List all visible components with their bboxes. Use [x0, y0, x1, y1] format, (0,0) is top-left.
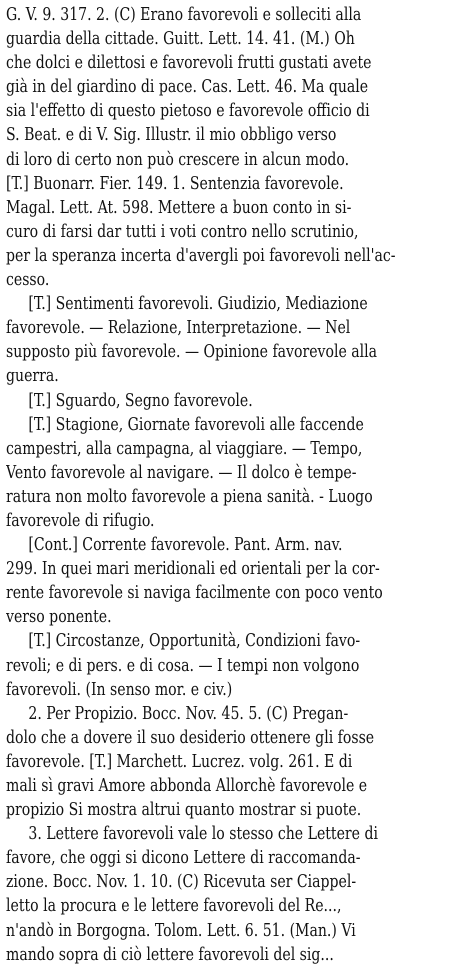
text-line: S. Beat. e di V. Sig. Illustr. il mio obbligo verso — [6, 125, 337, 146]
text-line: propizio Si mostra altrui quanto mostrar si puote. — [6, 800, 362, 821]
text-line: già in del giardino di pace. Cas. Lett. 46. Ma quale — [6, 77, 369, 98]
text-line: letto la procura e le lettere favorevoli del Re..., — [6, 896, 342, 917]
text-line: verso ponente. — [6, 607, 112, 628]
text-line: Vento favorevole al navigare. — Il dolco è tempe- — [6, 462, 357, 483]
text-line: di loro di certo non può crescere in alcun modo. — [6, 149, 350, 170]
text-line: [T.] Sguardo, Segno favorevole. — [28, 390, 253, 411]
text-line: revoli; e di pers. e di cosa. — I tempi non volgono — [6, 655, 360, 676]
text-line: 2. Per Propizio. Bocc. Nov. 45. 5. (C) Pregan- — [28, 703, 349, 724]
text-line: favorevole di rifugio. — [6, 510, 155, 531]
text-line: [Cont.] Corrente favorevole. Pant. Arm. nav. — [28, 535, 343, 556]
entry-text-body — [6, 3, 464, 967]
text-line: favorevoli. (In senso mor. e civ.) — [6, 679, 233, 700]
text-line: favore, che oggi si dicono Lettere di raccomanda- — [6, 848, 361, 869]
text-line: dolo che a dovere il suo desiderio ottenere gli fosse — [6, 727, 375, 748]
text-line: favorevole. — Relazione, Interpretazione. — Nel — [6, 318, 351, 339]
text-line: zione. Bocc. Nov. 1. 10. (C) Ricevuta ser Ciappel- — [6, 872, 357, 893]
text-line: guardia della cittade. Guitt. Lett. 14. 41. (M.) Oh — [6, 29, 355, 50]
text-line: ratura non molto favorevole a piena sanità. - Luogo — [6, 486, 373, 507]
text-line: [T.] Stagione, Giornate favorevoli alle faccende — [28, 414, 364, 435]
text-line: rente favorevole si naviga facilmente con poco vento — [6, 583, 383, 604]
text-line: mali sì gravi Amore abbonda Allorchè favorevole e — [6, 776, 368, 796]
text-line: favorevole. [T.] Marchett. Lucrez. volg. 261. E di — [6, 751, 353, 772]
text-line: 299. In quei mari meridionali ed orientali per la cor- — [6, 559, 380, 580]
text-line: 3. Lettere favorevoli vale lo stesso che Lettere di — [28, 824, 378, 845]
text-line: per la speranza incerta d'avergli poi favorevoli nell'ac- — [6, 245, 396, 266]
text-line: guerra. — [6, 366, 59, 387]
text-line: mando sopra di ciò lettere favorevoli del sig... — [6, 944, 334, 965]
text-line: [T.] Buonarr. Fier. 149. 1. Sentenzia favorevole. — [6, 173, 344, 194]
text-line: G. V. 9. 317. 2. (C) Erano favorevoli e solleciti alla — [6, 5, 362, 25]
text-line: [T.] Circostanze, Opportunità, Condizioni favo- — [28, 631, 361, 652]
text-line: campestri, alla campagna, al viaggiare. — Tempo, — [6, 438, 363, 459]
text-line: sia l'effetto di questo pietoso e favorevole officio di — [6, 101, 370, 122]
text-line: supposto più favorevole. — Opinione favorevole alla — [6, 342, 378, 363]
text-line: [T.] Sentimenti favorevoli. Giudizio, Mediazione — [28, 294, 368, 315]
text-line: curo di farsi dar tutti i voti contro nello scrutinio, — [6, 221, 359, 242]
text-line: che dolci e dilettosi e favorevoli frutti gustati avete — [6, 53, 372, 74]
text-line: Magal. Lett. At. 598. Mettere a buon conto in si- — [6, 197, 352, 218]
text-line: cesso. — [6, 270, 50, 291]
text-line: n'andò in Borgogna. Tolom. Lett. 6. 51. (Man.) Vi — [6, 920, 356, 941]
